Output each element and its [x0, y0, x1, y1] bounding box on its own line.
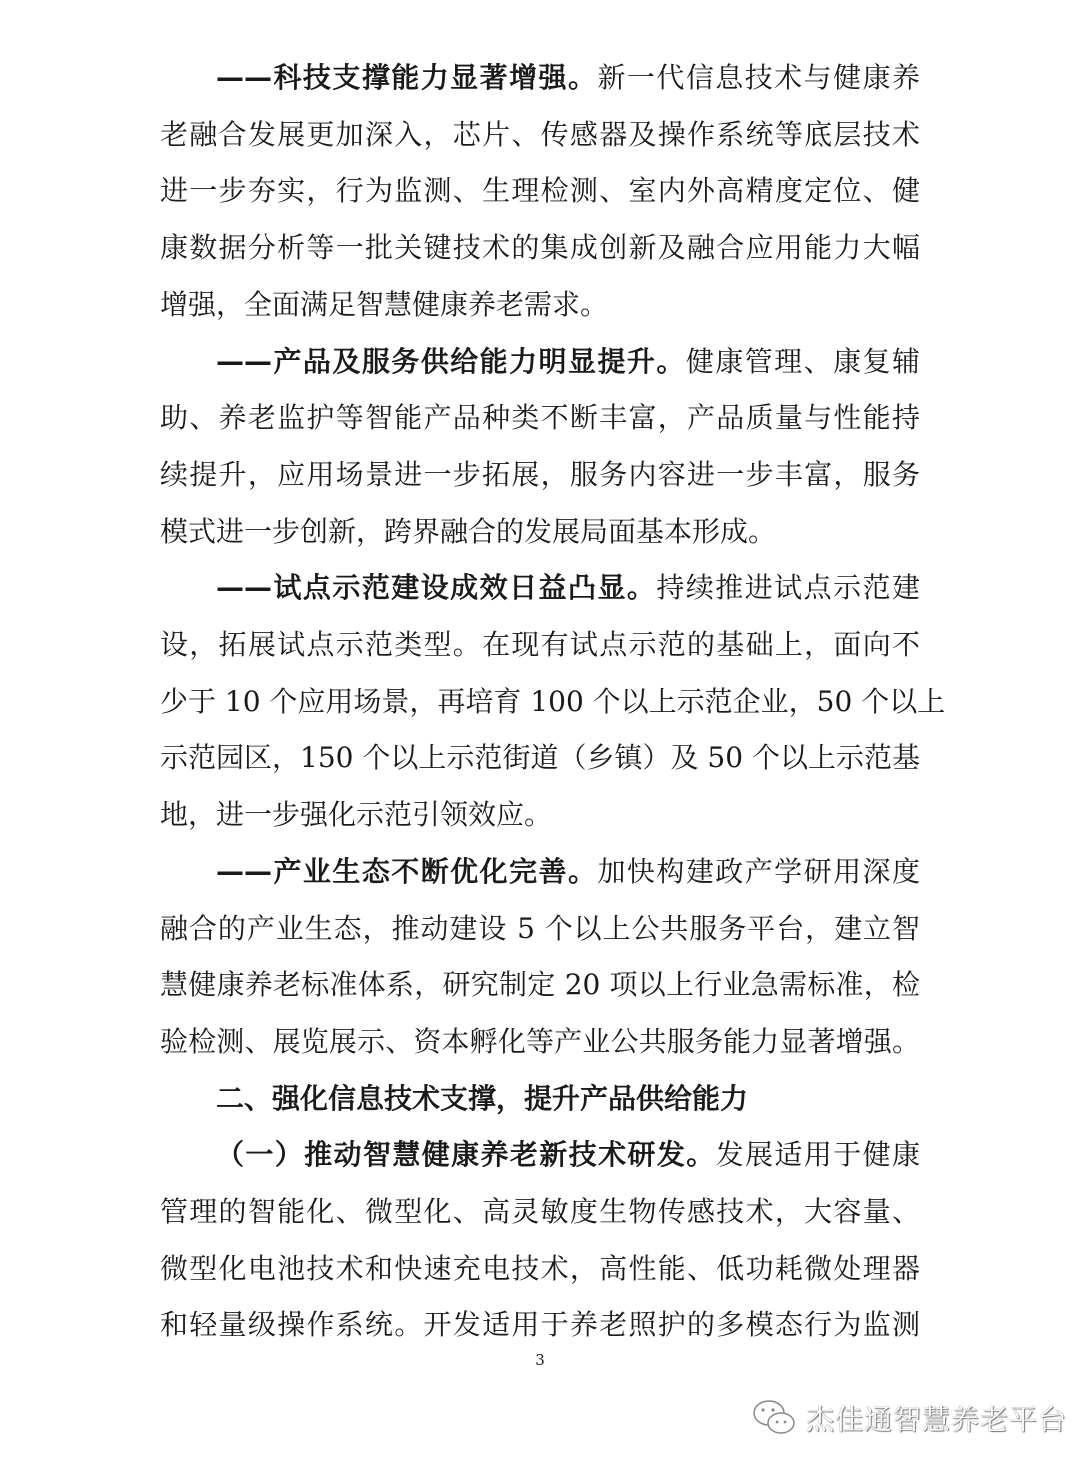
- text-line: [216, 852, 920, 892]
- line-text: 管理的智能化、微型化、高灵敏度生物传感技术，大容量、: [160, 1195, 920, 1228]
- text-line: [160, 738, 920, 778]
- text-line: [160, 228, 920, 268]
- line-text: 老融合发展更加深入，芯片、传感器及操作系统等底层技术: [160, 117, 920, 151]
- text-line: [160, 455, 920, 495]
- bold-lead: ——科技支撑能力显著增强。: [216, 61, 598, 94]
- text-line: [160, 682, 946, 722]
- text-line: [216, 568, 920, 608]
- text-line: [160, 1305, 920, 1345]
- text-line: [160, 1022, 920, 1062]
- bold-lead: ——产业生态不断优化完善。: [216, 854, 598, 888]
- text-line: [160, 965, 920, 1005]
- line-text: 加快构建政产学研用深度: [597, 854, 920, 888]
- text-line: [160, 285, 920, 325]
- text-line: [160, 909, 920, 949]
- text-line: [216, 1079, 920, 1119]
- text-line: [160, 512, 920, 552]
- text-line: [160, 115, 920, 155]
- watermark: [752, 1398, 1067, 1438]
- line-text: 验检测、展览展示、资本孵化等产业公共服务能力显著增强。: [160, 1024, 920, 1058]
- line-text: 慧健康养老标准体系，研究制定 20 项以上行业急需标准，检: [160, 968, 920, 1002]
- line-text: 融合的产业生态，推动建设 5 个以上公共服务平台，建立智: [160, 911, 920, 945]
- line-text: 和轻量级操作系统。开发适用于养老照护的多模态行为监测: [160, 1308, 920, 1342]
- text-line: [216, 1135, 920, 1175]
- text-line: [216, 342, 920, 382]
- line-text: 设，拓展试点示范类型。在现有试点示范的基础上，面向不: [160, 628, 920, 661]
- text-line: [160, 795, 920, 835]
- line-text: 示范园区，150 个以上示范街道（乡镇）及 50 个以上示范基: [160, 741, 920, 775]
- line-text: 新一代信息技术与健康养: [597, 61, 920, 94]
- text-line: [160, 1192, 920, 1232]
- line-text: 二、强化信息技术支撑，提升产品供给能力: [216, 1081, 749, 1115]
- bold-lead: ——产品及服务供给能力明显提升。: [216, 344, 686, 378]
- bold-lead: ——试点示范建设成效日益凸显。: [216, 571, 657, 605]
- line-text: 微型化电池技术和快速充电技术，高性能、低功耗微处理器: [160, 1251, 920, 1285]
- line-text: 助、养老监护等智能产品种类不断丰富，产品质量与性能持: [160, 401, 920, 435]
- line-text: 模式进一步创新，跨界融合的发展局面基本形成。: [160, 514, 777, 548]
- line-text: 地，进一步强化示范引领效应。: [160, 798, 553, 832]
- text-line: [160, 398, 920, 438]
- bold-lead: （一）推动智慧健康养老新技术研发。: [216, 1138, 716, 1172]
- line-text: 持续推进试点示范建: [656, 571, 920, 605]
- text-line: [160, 171, 920, 211]
- line-text: 进一步夯实，行为监测、生理检测、室内外高精度定位、健: [160, 174, 920, 208]
- line-text: 发展适用于健康: [715, 1138, 920, 1172]
- text-line: [216, 58, 920, 98]
- line-text: 少于 10 个应用场景，再培育 100 个以上示范企业，50 个以上: [160, 684, 946, 718]
- line-text: 健康管理、康复辅: [685, 344, 920, 378]
- line-text: 康数据分析等一批关键技术的集成创新及融合应用能力大幅: [160, 231, 920, 265]
- page-number: 3: [535, 1351, 545, 1369]
- watermark-text: 杰佳通智慧养老平台: [806, 1403, 1068, 1436]
- line-text: 续提升，应用场景进一步拓展，服务内容进一步丰富，服务: [160, 457, 920, 491]
- line-text: 增强，全面满足智慧健康养老需求。: [160, 287, 609, 321]
- text-line: [160, 1249, 920, 1289]
- text-line: [160, 625, 920, 665]
- wechat-icon: [752, 1398, 796, 1438]
